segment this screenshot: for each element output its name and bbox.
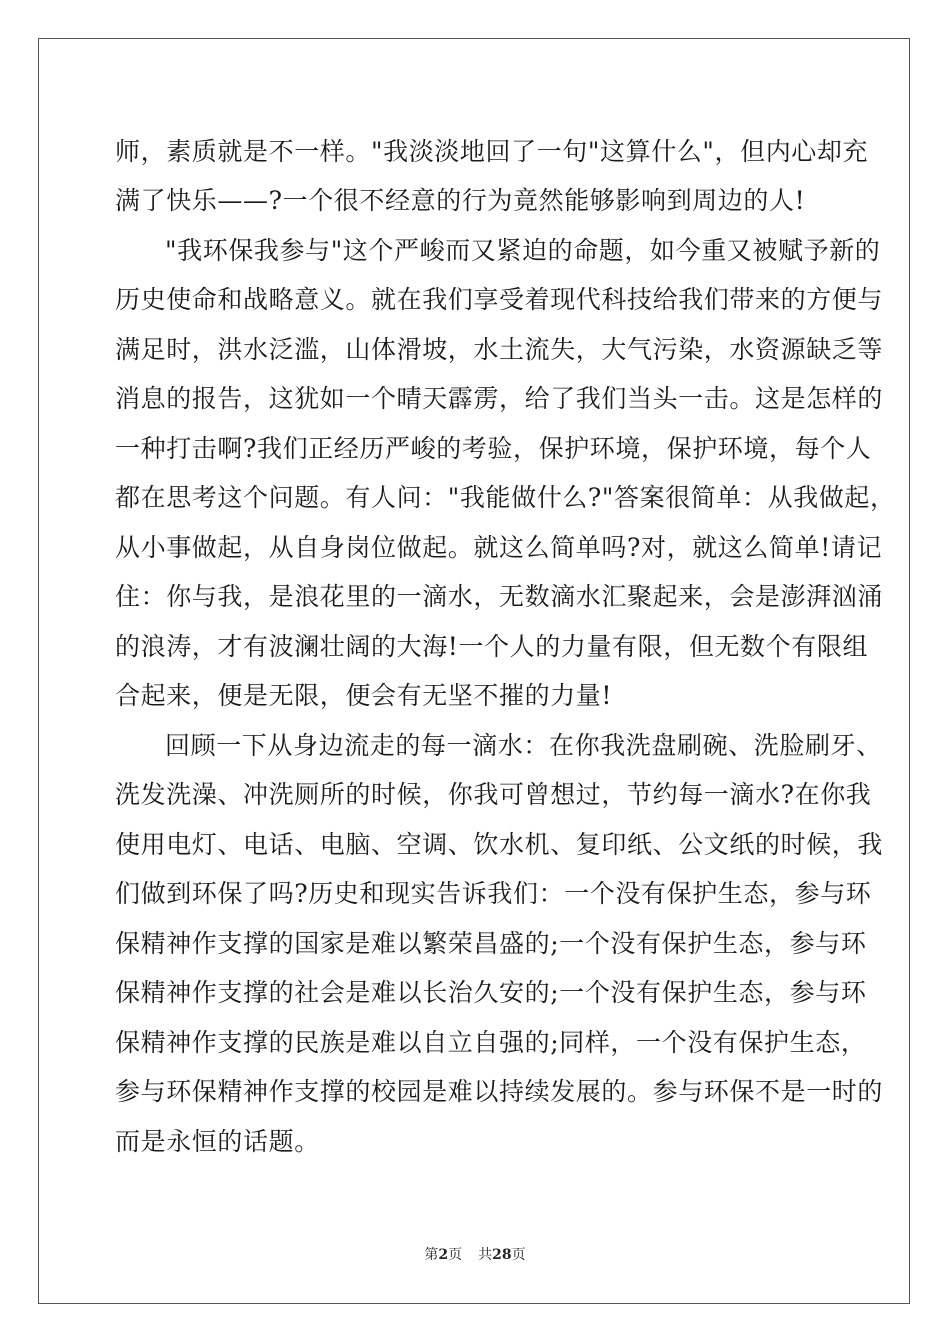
text-line-16: 们做到环保了吗?历史和现实告诉我们：一个没有保护生态，参与环 [115, 879, 872, 908]
text-line-1: 师，素质就是不一样。"我淡淡地回了一句"这算什么"，但内心却充 [115, 137, 869, 166]
text-line-12: 合起来，便是无限，便会有无坚不摧的力量! [115, 681, 613, 710]
paragraph-start-line-3: "我环保我参与"这个严峻而又紧迫的命题，如今重又被赋予新的 [165, 236, 881, 265]
text-line-9: 从小事做起，从自身岗位做起。就这么简单吗?对，就这么简单!请记 [115, 533, 883, 562]
text-line-6: 消息的报告，这犹如一个晴天霹雳，给了我们当头一击。这是怎样的 [115, 384, 884, 413]
text-line-10: 住：你与我，是浪花里的一滴水，无数滴水汇聚起来，会是澎湃汹涌 [115, 582, 884, 611]
text-line-20: 参与环保精神作支撑的校园是难以持续发展的。参与环保不是一时的 [115, 1077, 884, 1106]
text-line-7: 一种打击啊?我们正经历严峻的考验，保护环境，保护环境，每个人 [115, 434, 872, 463]
text-line-14: 洗发洗澡、冲洗厕所的时候，你我可曾想过，节约每一滴水?在你我 [115, 780, 872, 809]
footer-total-pages: 28 [492, 1247, 512, 1263]
text-line-2: 满了快乐——?一个很不经意的行为竟然能够影响到周边的人! [115, 186, 806, 215]
text-line-8: 都在思考这个问题。有人问："我能做什么?"答案很简单：从我做起， [115, 483, 896, 512]
text-line-19: 保精神作支撑的民族是难以自立自强的;同样，一个没有保护生态， [115, 1028, 867, 1057]
text-line-17: 保精神作支撑的国家是难以繁荣昌盛的;一个没有保护生态，参与环 [115, 929, 867, 958]
footer-prefix: 第 [424, 1247, 439, 1263]
text-line-15: 使用电灯、电话、电脑、空调、饮水机、复印纸、公文纸的时候，我 [115, 830, 884, 859]
paragraph-start-line-13: 回顾一下从身边流走的每一滴水：在你我洗盘刷碗、洗脸刷牙、 [165, 731, 882, 760]
footer-total-unit: 页 [511, 1247, 526, 1263]
page-footer [0, 1246, 950, 1264]
text-line-21: 而是永恒的话题。 [115, 1127, 320, 1156]
footer-total-prefix: 共 [478, 1247, 493, 1263]
text-line-18: 保精神作支撑的社会是难以长治久安的;一个没有保护生态，参与环 [115, 978, 867, 1007]
text-line-5: 满足时，洪水泛滥，山体滑坡，水土流失，大气污染，水资源缺乏等 [115, 335, 884, 364]
footer-page-number: 2 [438, 1247, 449, 1263]
text-line-11: 的浪涛，才有波澜壮阔的大海!一个人的力量有限，但无数个有限组 [115, 632, 869, 661]
footer-page-unit: 页 [448, 1247, 463, 1263]
text-line-4: 历史使命和战略意义。就在我们享受着现代科技给我们带来的方便与 [115, 285, 884, 314]
page-border [38, 38, 910, 1304]
